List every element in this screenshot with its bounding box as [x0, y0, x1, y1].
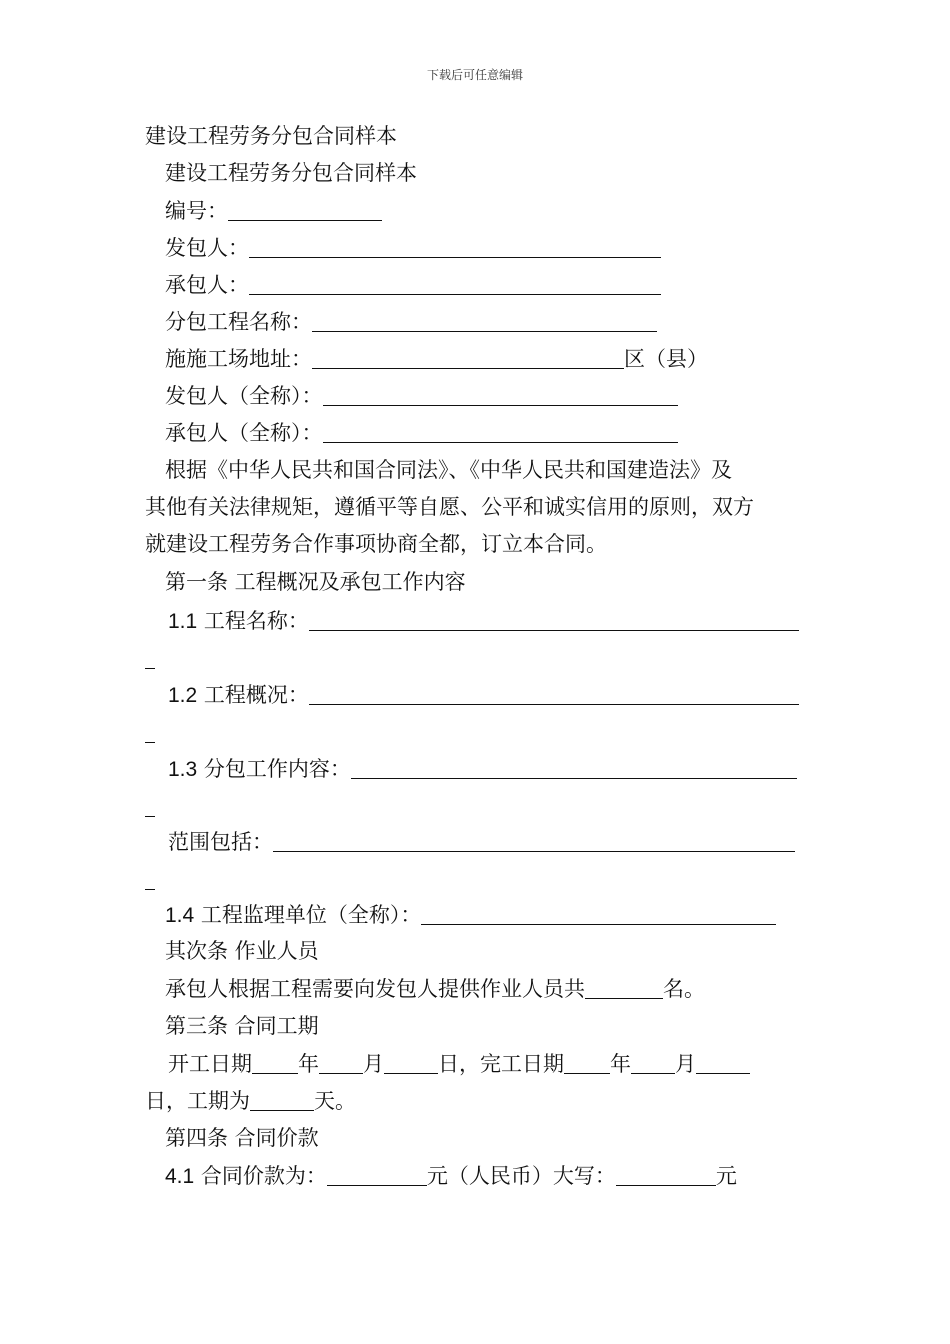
contractor-full-blank — [323, 422, 678, 443]
clause-1-2-blank-cont — [145, 722, 155, 743]
clause-1-1-number: 1.1 — [168, 610, 198, 633]
end-month-blank — [631, 1053, 675, 1074]
contractor-full-label: 承包人（全称）： — [165, 421, 323, 445]
document-title: 建设工程劳务分包合同样本 — [145, 124, 397, 148]
year-label-2: 年 — [610, 1052, 631, 1076]
employer-full-field — [165, 385, 678, 407]
start-day-blank — [384, 1053, 438, 1074]
clause-1-1-continuation — [145, 648, 155, 670]
contractor-label: 承包人： — [165, 273, 249, 297]
employer-blank — [249, 237, 661, 258]
document-subtitle: 建设工程劳务分包合同样本 — [165, 161, 417, 185]
article-2-title: 其次条 作业人员 — [165, 939, 319, 963]
article-2-text-b: 名。 — [663, 977, 705, 1001]
project-name-label: 分包工程名称： — [165, 310, 312, 334]
clause-1-1-label: 工程名称： — [197, 609, 309, 633]
start-month-blank — [319, 1053, 363, 1074]
clause-1-1-blank-cont — [145, 648, 155, 669]
employer-full-blank — [323, 385, 678, 406]
clause-4-1-number: 4.1 — [165, 1165, 195, 1188]
clause-1-2-label: 工程概况： — [197, 683, 309, 707]
clause-1-2-continuation — [145, 722, 155, 744]
employer-field — [165, 237, 661, 259]
contractor-field — [165, 274, 661, 296]
clause-1-3-blank — [351, 758, 797, 779]
clause-1-3-blank-cont — [145, 796, 155, 817]
price-words-blank — [616, 1165, 716, 1186]
article-3-duration — [145, 1090, 356, 1112]
clause-1-1 — [168, 610, 799, 632]
contractor-blank — [249, 274, 661, 295]
article-3-dates — [168, 1053, 750, 1075]
year-label: 年 — [298, 1052, 319, 1076]
clause-4-1-label-c: 元 — [715, 1164, 737, 1188]
project-name-blank — [312, 311, 657, 332]
clause-1-4-number: 1.4 — [165, 904, 195, 927]
start-date-label: 开工日期 — [168, 1052, 252, 1076]
end-date-label: 日，完工日期 — [438, 1052, 564, 1076]
worker-count-blank — [585, 978, 663, 999]
clause-1-3 — [168, 758, 797, 780]
preamble-line-1: 根据《中华人民共和国合同法》、《中华人民共和国建造法》及 — [165, 458, 732, 482]
preamble-line-3: 就建设工程劳务合作事项协商全都，订立本合同。 — [145, 532, 607, 556]
days-label: 天。 — [314, 1089, 356, 1113]
clause-1-4-label: 工程监理单位（全称）： — [194, 903, 422, 927]
duration-label: 日，工期为 — [145, 1089, 250, 1113]
start-year-blank — [252, 1053, 298, 1074]
clause-1-2-blank — [309, 684, 799, 705]
number-field — [165, 200, 382, 222]
clause-1-3-label: 分包工作内容： — [197, 757, 351, 781]
article-4-title: 第四条 合同价款 — [165, 1126, 319, 1150]
article-3-title: 第三条 合同工期 — [165, 1014, 319, 1038]
site-address-label: 施施工场地址： — [165, 347, 312, 371]
clause-1-2 — [168, 684, 799, 706]
article-2-text — [165, 978, 705, 1000]
project-name-field — [165, 311, 657, 333]
site-address-blank — [312, 348, 624, 369]
duration-blank — [250, 1090, 314, 1111]
end-day-blank — [696, 1053, 750, 1074]
article-1-title: 第一条 工程概况及承包工作内容 — [165, 570, 466, 594]
scope-continuation — [145, 869, 155, 891]
clause-1-4-blank — [421, 904, 776, 925]
number-blank — [228, 200, 382, 221]
scope-line — [168, 831, 795, 853]
clause-1-3-number: 1.3 — [168, 758, 198, 781]
clause-4-1 — [165, 1165, 737, 1187]
number-label: 编号： — [165, 199, 228, 223]
site-address-field — [165, 348, 708, 370]
clause-1-1-blank — [309, 610, 799, 631]
clause-4-1-label-b: 元（人民币）大写： — [426, 1164, 616, 1188]
month-label-2: 月 — [675, 1052, 696, 1076]
clause-1-4 — [165, 904, 776, 926]
scope-blank — [273, 831, 795, 852]
scope-label: 范围包括： — [168, 830, 273, 854]
scope-blank-cont — [145, 869, 155, 890]
page-header-note: 下载后可任意编辑 — [426, 68, 523, 82]
month-label: 月 — [363, 1052, 384, 1076]
contractor-full-field — [165, 422, 678, 444]
clause-1-2-number: 1.2 — [168, 684, 198, 707]
clause-1-3-continuation — [145, 796, 155, 818]
preamble-line-2: 其他有关法律规矩，遵循平等自愿、公平和诚实信用的原则，双方 — [145, 495, 754, 519]
price-amount-blank — [327, 1165, 427, 1186]
article-2-text-a: 承包人根据工程需要向发包人提供作业人员共 — [165, 977, 585, 1001]
end-year-blank — [564, 1053, 610, 1074]
district-label: 区（县） — [624, 347, 708, 371]
employer-label: 发包人： — [165, 236, 249, 260]
clause-4-1-label-a: 合同价款为： — [194, 1164, 327, 1188]
employer-full-label: 发包人（全称）： — [165, 384, 323, 408]
